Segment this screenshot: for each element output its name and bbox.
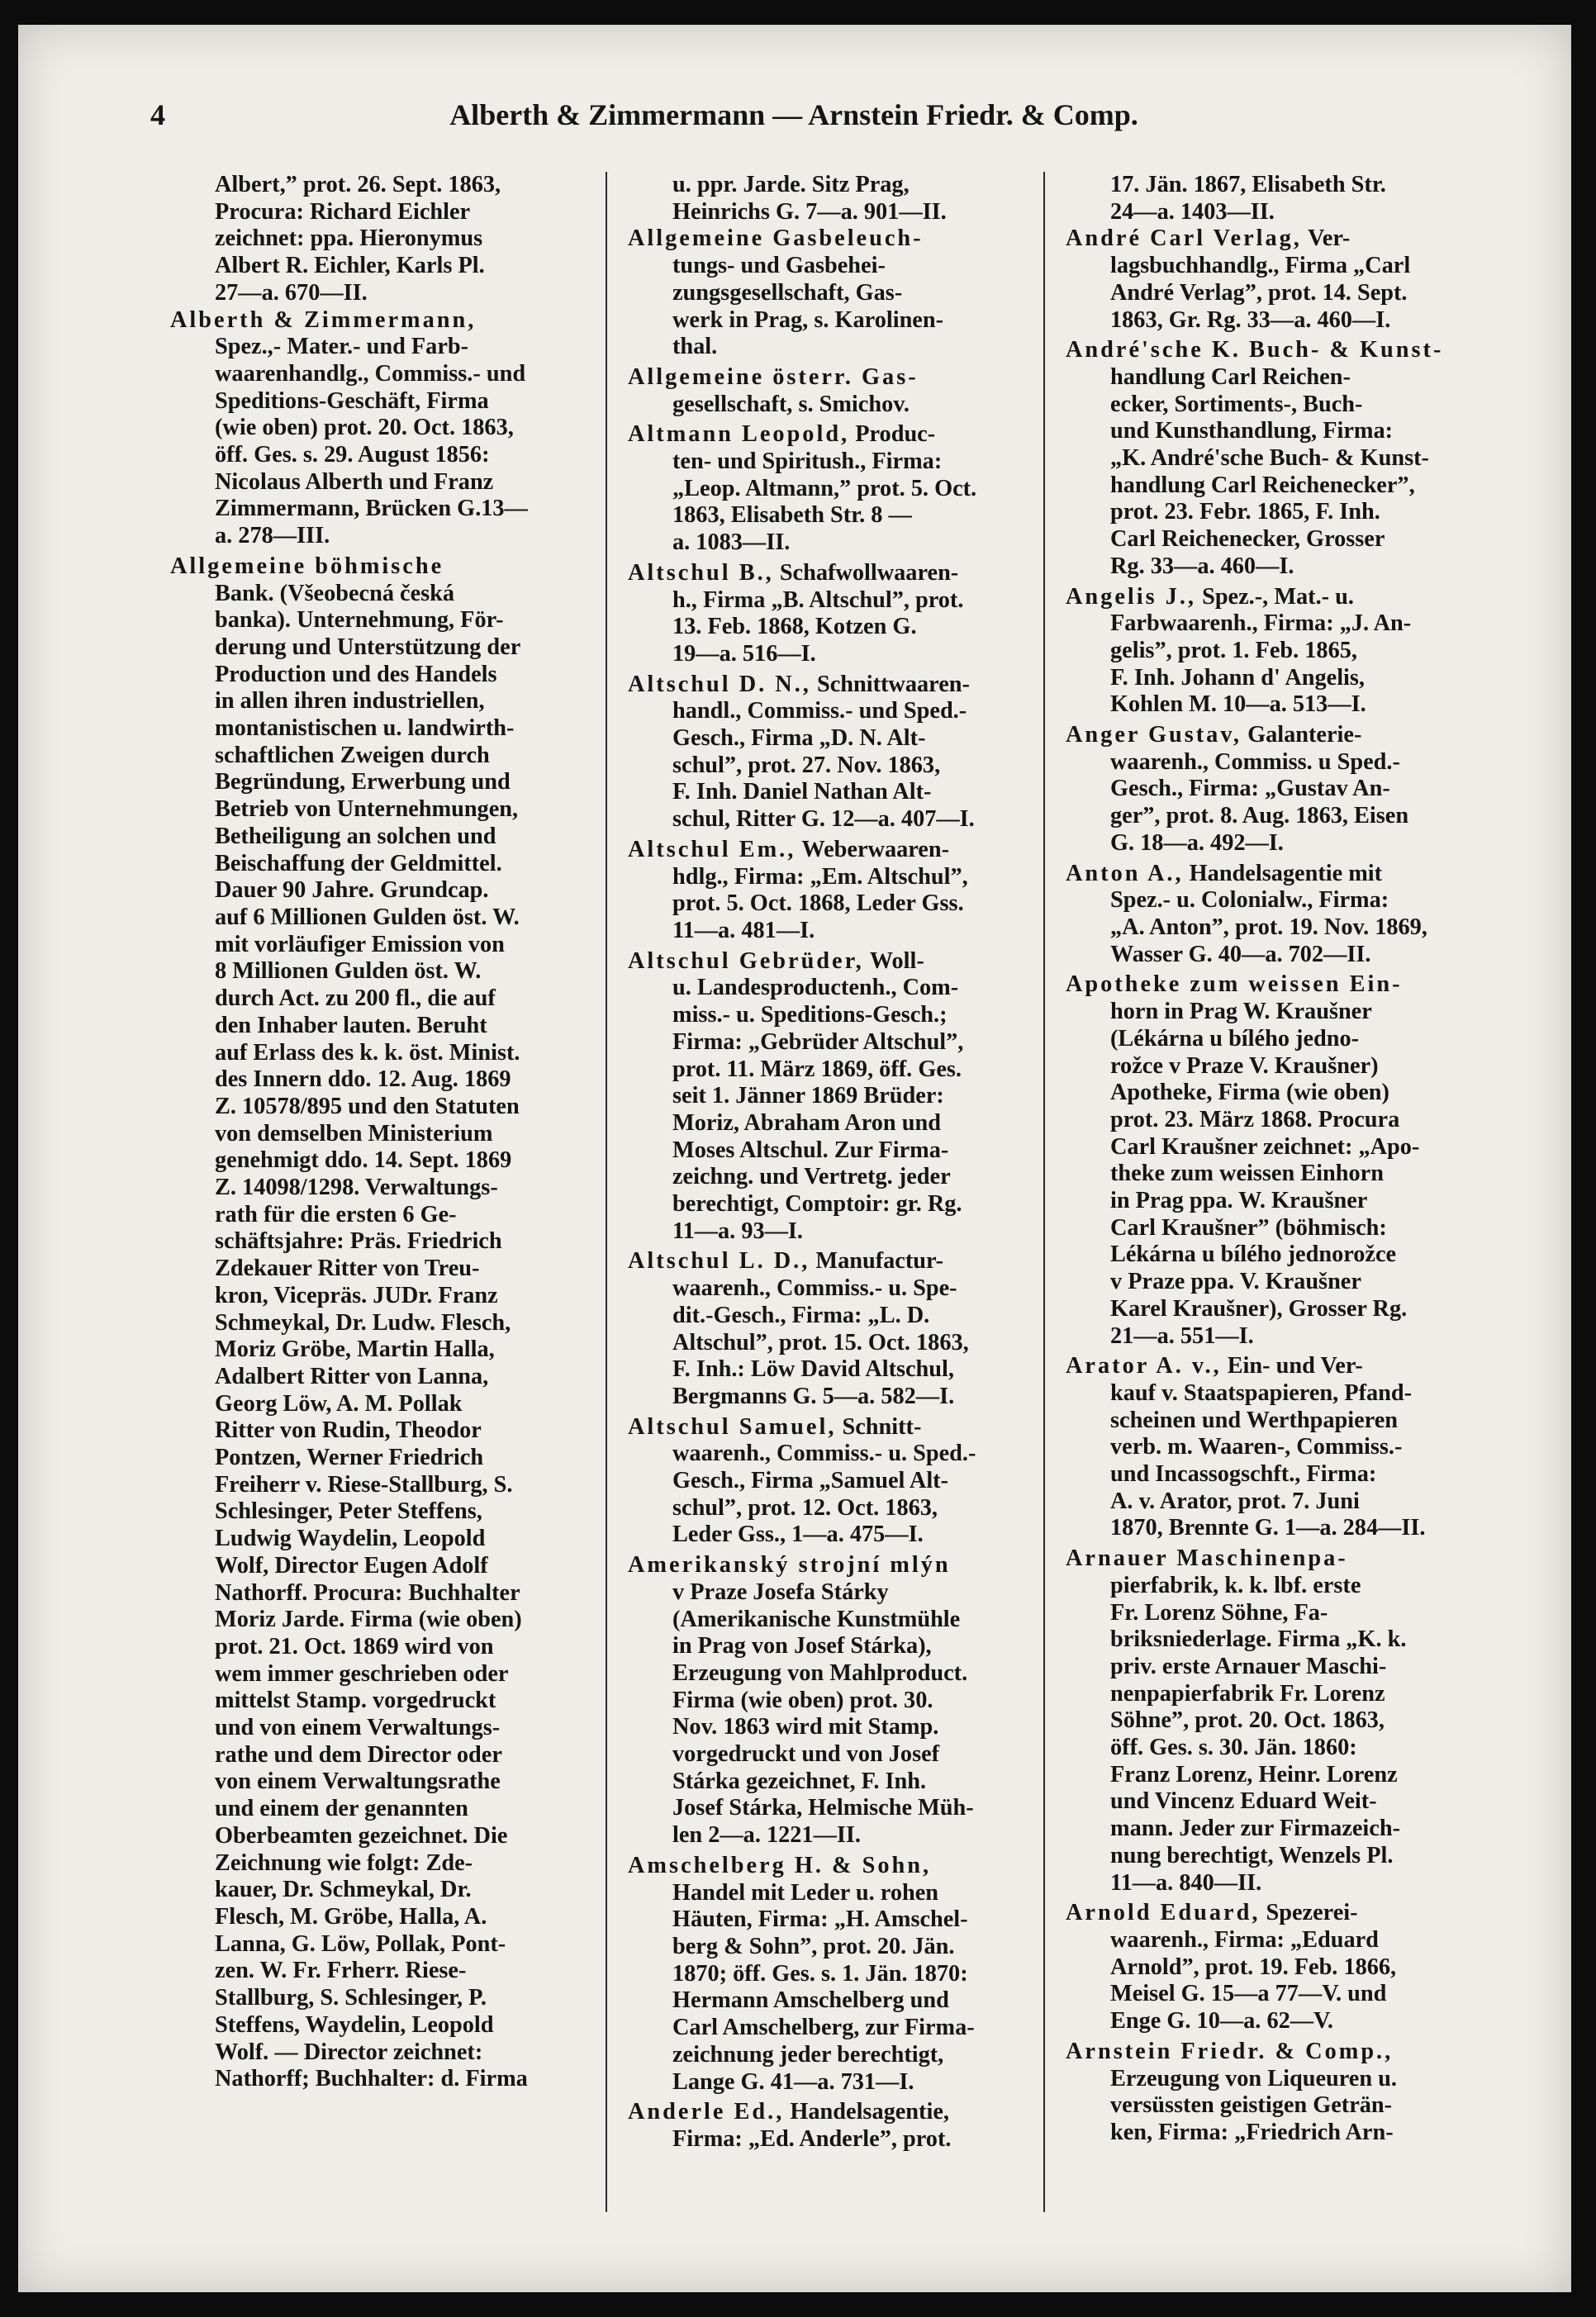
directory-entry bbox=[1066, 172, 1485, 226]
entry-text: Weberwaaren- hdlg., Firma: „Em. Altschul”, prot. 5. Oct. 1868, Leder Gss. 11—a. 481—I. bbox=[672, 836, 968, 943]
column-3 bbox=[1066, 172, 1485, 2229]
directory-entry bbox=[1066, 971, 1485, 1350]
entry-text: Handelsagentie mit Spez.- u. Colonialw., Firma: „A. Anton”, prot. 19. Nov. 1869, Wasser G. 40—a. 702—II. bbox=[1110, 860, 1427, 967]
entry-text: Schnitt- waarenh., Commiss.- u. Sped.- Gesch., Firma „Samuel Alt- schul”, prot. 12. Oct. 1863, Leder Gss., 1—a. 475—I. bbox=[672, 1413, 976, 1548]
entry-headword: Altschul Gebrüder, bbox=[628, 947, 864, 974]
entry-headword: Arnauer Maschinenpa- bbox=[1066, 1545, 1348, 1572]
entry-text: Handel mit Leder u. rohen Häuten, Firma: „H. Amschel- berg & Sohn”, prot. 20. Jän. 1870; öff. Ges. s. 1. Jän. 1870: Hermann Amschelberg und Carl Amschelberg, zur Firma- zeichnung jeder berechtigt, Lange G. 41—a. 731—I. bbox=[672, 1879, 975, 2095]
entry-text: handlung Carl Reichen- ecker, Sortiments-, Buch- und Kunsthandlung, Firma: „K. André'sche Buch- & Kunst- handlung Carl Reichenecker”, prot. 23. Febr. 1865, F. Inh. Carl Reichenecker, Grosser Rg. 33—a. 460—I. bbox=[1110, 363, 1429, 579]
directory-entry bbox=[170, 307, 590, 550]
entry-text: Woll- u. Landesproductenh., Com- miss.- u. Speditions-Gesch.; Firma: „Gebrüder Altschul”, prot. 11. März 1869, öff. Ges. seit 1. Jänner 1869 Brüder: Moriz, Abraham Aron und Moses Altschul. Zur Firma- zeichng. und Vertretg. jeder berechtigt, Comptoir: gr. Rg. 11—a. 93—I. bbox=[672, 947, 964, 1244]
entry-text: pierfabrik, k. k. lbf. erste Fr. Lorenz Söhne, Fa- briksniederlage. Firma „K. k. priv. erste Arnauer Maschi- nenpapierfabrik Fr. Lorenz Söhne”, prot. 20. Oct. 1863, öff. Ges. s. 30. Jän. 1860: Franz Lorenz, Heinr. Lorenz und Vincenz Eduard Weit- mann. Jeder zur Firmazeich- nung berechtigt, Wenzels Pl. 11—a. 840—II. bbox=[1110, 1572, 1407, 1896]
directory-entry bbox=[1066, 1900, 1485, 2035]
directory-entry bbox=[628, 837, 1047, 945]
directory-entry bbox=[1066, 584, 1485, 719]
entry-headword: Allgemeine Gasbeleuch- bbox=[628, 226, 924, 252]
directory-entry bbox=[628, 421, 1047, 557]
directory-entry bbox=[628, 226, 1047, 361]
page-header bbox=[150, 97, 1437, 147]
directory-entry bbox=[628, 672, 1047, 833]
entry-text: Ver- lagsbuchhandlg., Firma „Carl André Verlag”, prot. 14. Sept. 1863, Gr. Rg. 33—a. 460—I. bbox=[1110, 226, 1411, 333]
column-1 bbox=[170, 172, 590, 2229]
entry-headword: Alberth & Zimmermann, bbox=[170, 306, 477, 333]
directory-entry bbox=[170, 553, 590, 2093]
directory-entry bbox=[628, 560, 1047, 668]
entry-text: Schafwollwaaren- h., Firma „B. Altschul”, prot. 13. Feb. 1868, Kotzen G. 19—a. 516—I. bbox=[672, 559, 964, 667]
entry-headword: Anger Gustav, bbox=[1066, 722, 1242, 748]
entry-text: horn in Prag W. Kraušner (Lékárna u bílého jedno- rožce v Praze V. Kraušner) Apotheke, Firma (wie oben) prot. 23. März 1868. Procura Carl Kraušner zeichnet: „Apo- theke zum weissen Einhorn in Prag ppa. W. Kraušner Carl Kraušner” (böhmisch: Lékárna u bílého jednorožce v Praze ppa. V. Kraušner Karel Kraušner), Grosser Rg. 21—a. 551—I. bbox=[1110, 999, 1420, 1349]
entry-headword: Amerikanský strojní mlýn bbox=[628, 1552, 951, 1579]
entry-text: gesellschaft, s. Smichov. bbox=[672, 391, 910, 417]
directory-entry bbox=[628, 2099, 1047, 2153]
entry-text: Albert,” prot. 26. Sept. 1863, Procura: Richard Eichler zeichnet: ppa. Hieronymus Albert R. Eichler, Karls Pl. 27—a. 670—II. bbox=[215, 172, 501, 306]
entry-headword: Arnold Eduard, bbox=[1066, 1900, 1261, 1926]
column-2 bbox=[628, 172, 1047, 2229]
directory-entry bbox=[1066, 1545, 1485, 1897]
directory-entry bbox=[1066, 1353, 1485, 1542]
page-number: 4 bbox=[150, 98, 165, 131]
entry-text: Ein- und Ver- kauf v. Staatspapieren, Pfand- scheinen und Werthpapieren verb. m. Waaren-, Commiss.- und Incassogschft., Firma: A. v. Arator, prot. 7. Juni 1870, Brennte G. 1—a. 284—II. bbox=[1110, 1353, 1426, 1541]
entry-text: Galanterie- waarenh., Commiss. u Sped.- Gesch., Firma: „Gustav An- ger”, prot. 8. Aug. 1863, Eisen G. 18—a. 492—I. bbox=[1110, 722, 1409, 856]
directory-entry bbox=[1066, 861, 1485, 969]
directory-entry bbox=[1066, 226, 1485, 334]
directory-entry bbox=[1066, 337, 1485, 580]
directory-entry bbox=[1066, 722, 1485, 857]
entry-text: Spez.-, Mat.- u. Farbwaarenh., Firma: „J. An- gelis”, prot. 1. Feb. 1865, F. Inh. Johann d' Angelis, Kohlen M. 10—a. 513—I. bbox=[1110, 583, 1412, 718]
entry-headword: Altschul B., bbox=[628, 559, 774, 586]
entry-headword: Anderle Ed., bbox=[628, 2099, 785, 2125]
entry-text: Produc- ten- und Spiritush., Firma: „Leop. Altmann,” prot. 5. Oct. 1863, Elisabeth Str. 8 — a. 1083—II. bbox=[672, 421, 977, 556]
entry-headword: Anton A., bbox=[1066, 860, 1184, 886]
directory-entry bbox=[628, 948, 1047, 1246]
entry-text: Spez.,- Mater.- und Farb- waarenhandlg., Commiss.- und Speditions-Geschäft, Firma (wie oben) prot. 20. Oct. 1863, öff. Ges. s. 29. August 1856: Nicolaus Alberth und Franz Zimmermann, Brücken G.13— a. 278—III. bbox=[215, 334, 528, 549]
entry-headword: Altschul D. N., bbox=[628, 671, 811, 697]
directory-entry bbox=[628, 1853, 1047, 2096]
entry-headword: Allgemeine österr. Gas- bbox=[628, 363, 919, 390]
entry-text: Spezerei- waarenh., Firma: „Eduard Arnold”, prot. 19. Feb. 1866, Meisel G. 15—a 77—V. und Enge G. 10—a. 62—V. bbox=[1110, 1900, 1397, 2034]
entry-text: 17. Jän. 1867, Elisabeth Str. 24—a. 1403—II. bbox=[1110, 172, 1386, 225]
entry-text: u. ppr. Jarde. Sitz Prag, Heinrichs G. 7—a. 901—II. bbox=[672, 172, 947, 225]
directory-entry bbox=[628, 364, 1047, 418]
directory-entry bbox=[628, 1414, 1047, 1550]
entry-text: Erzeugung von Liqueuren u. versüssten geistigen Geträn- ken, Firma: „Friedrich Arn- bbox=[1110, 2065, 1397, 2145]
entry-headword: Angelis J., bbox=[1066, 583, 1196, 610]
entry-headword: Amschelberg H. & Sohn, bbox=[628, 1852, 932, 1878]
entry-headword: Altmann Leopold, bbox=[628, 421, 850, 448]
entry-text: tungs- und Gasbehei- zungsgesellschaft, Gas- werk in Prag, s. Karolinen- thal. bbox=[672, 253, 944, 360]
entry-headword: Altschul L. D., bbox=[628, 1248, 810, 1275]
entry-headword: Arator A. v., bbox=[1066, 1353, 1222, 1379]
directory-entry bbox=[628, 172, 1047, 226]
entry-text: Handelsagentie, Firma: „Ed. Anderle”, prot. bbox=[672, 2099, 952, 2152]
directory-entry bbox=[170, 172, 590, 307]
entry-headword: Altschul Samuel, bbox=[628, 1413, 837, 1440]
entry-headword: Allgemeine böhmische bbox=[170, 553, 444, 579]
entry-headword: André'sche K. Buch- & Kunst- bbox=[1066, 337, 1444, 363]
entry-headword: André Carl Verlag, bbox=[1066, 226, 1302, 252]
directory-entry bbox=[628, 1248, 1047, 1410]
entry-text: Schnittwaaren- handl., Commiss.- und Sped.- Gesch., Firma „D. N. Alt- schul”, prot. 27. Nov. 1863, F. Inh. Daniel Nathan Alt- schul, Ritter G. 12—a. 407—I. bbox=[672, 671, 975, 833]
page-title: Alberth & Zimmermann — Arnstein Friedr. & Comp. bbox=[449, 98, 1138, 131]
entry-text: Bank. (Všeobecná česká banka). Unternehmung, För- derung und Unterstützung der Production und des Handels in allen ihren industriellen, montanistischen u. landwirth- schaftlichen Zweigen durch Begründung, Erwerbung und Betrieb von Unternehmungen, Betheiligung an solchen und Beischaffung der Geldmittel. Dauer 90 Jahre. Grundcap. auf 6 Millionen Gulden öst. W. mit vorläufiger Emission von 8 Millionen Gulden öst. W. durch Act. zu 200 fl., die auf den Inhaber lauten. Beruht auf Erlass des k. k. öst. Minist. des Innern ddo. 12. Aug. 1869 Z. 10578/895 und den Statuten von demselben Ministerium genehmigt ddo. 14. Sept. 1869 Z. 14098/1298. Verwaltungs- rath für die ersten 6 Ge- schäftsjahre: Präs. Friedrich Zdekauer Ritter von Treu- kron, Vicepräs. JUDr. Franz Schmeykal, Dr. Ludw. Flesch, Moriz Gröbe, Martin Halla, Adalbert Ritter von Lanna, Georg Löw, A. M. Pollak Ritter von Rudin, Theodor Pontzen, Werner Friedrich Freiherr v. Riese-Stallburg, S. Schlesinger, Peter Steffens, Ludwig Waydelin, Leopold Wolf, Director Eugen Adolf Nathorff. Procura: Buchhalter Moriz Jarde. Firma (wie oben) prot. 21. Oct. 1869 wird von wem immer geschrieben oder mittelst Stamp. vorgedruckt und von einem Verwaltungs- rathe und dem Director oder von einem Verwaltungsrathe und einem der genannten Oberbeamten gezeichnet. Die Zeichnung wie folgt: Zde- kauer, Dr. Schmeykal, Dr. Flesch, M. Gröbe, Halla, A. Lanna, G. Löw, Pollak, Pont- zen. W. Fr. Frherr. Riese- Stallburg, S. Schlesinger, P. Steffens, Waydelin, Leopold Wolf. — Director zeichnet: Nathorff; Buchhalter: d. Firma bbox=[215, 580, 528, 2092]
directory-entry bbox=[628, 1552, 1047, 1849]
directory-entry bbox=[1066, 2039, 1485, 2147]
entry-headword: Apotheke zum weissen Ein- bbox=[1066, 971, 1403, 998]
entry-headword: Altschul Em., bbox=[628, 836, 796, 862]
entry-text: v Praze Josefa Stárky (Amerikanische Kunstmühle in Prag von Josef Stárka), Erzeugung von Mahlproduct. Firma (wie oben) prot. 30. Nov. 1863 wird mit Stamp. vorgedruckt und von Josef Stárka gezeichnet, F. Inh. Josef Stárka, Helmische Müh- len 2—a. 1221—II. bbox=[672, 1579, 974, 1849]
column-divider-1 bbox=[606, 172, 607, 2212]
entry-headword: Arnstein Friedr. & Comp., bbox=[1066, 2038, 1394, 2064]
entry-text: Manufactur- waarenh., Commiss.- u. Spe- dit.-Gesch., Firma: „L. D. Altschul”, prot. 15. Oct. 1863, F. Inh.: Löw David Altschul, Bergmanns G. 5—a. 582—I. bbox=[672, 1248, 969, 1409]
